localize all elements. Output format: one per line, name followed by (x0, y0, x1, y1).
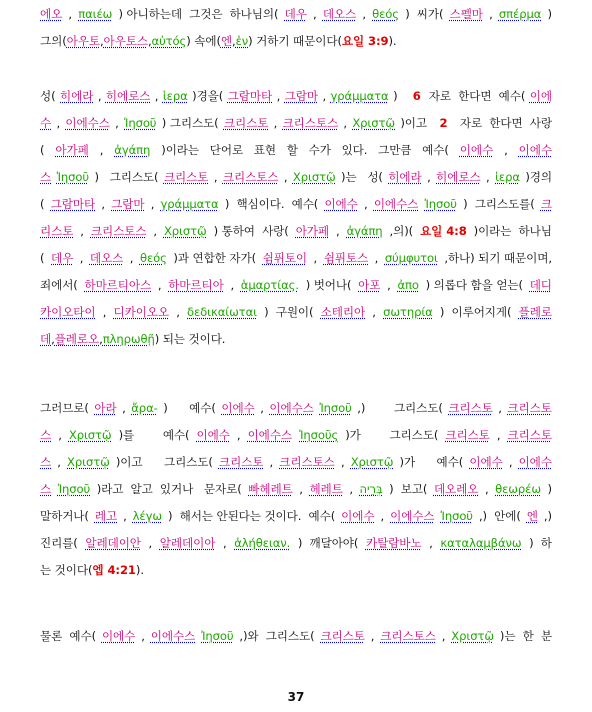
text-segment: , (51, 332, 55, 346)
transliteration: 아우토 (66, 34, 100, 48)
text-segment: , (222, 536, 227, 550)
text-segment: ( (40, 197, 45, 211)
transliteration: 데우 (284, 7, 307, 21)
text-segment: 자로 한다면 사랑 (452, 116, 552, 130)
transliteration: 이에수 (518, 455, 552, 469)
transliteration: 크리스토스 (279, 455, 335, 469)
transliteration: 그람마타 (50, 197, 96, 211)
text-segment: , (370, 629, 375, 643)
text-segment: , (150, 197, 155, 211)
greek-word: Χριστῷ (451, 629, 494, 643)
greek-word: Ἰησοῦ (319, 401, 352, 415)
text-segment: ) 거하기 때문이다( (248, 34, 342, 48)
text-segment: )라고 알고 있거나 문자로( (96, 482, 242, 496)
text-line (40, 304, 552, 331)
transliteration: 이에수 (324, 197, 358, 211)
text-segment: , (79, 251, 84, 265)
text-segment: , (102, 305, 107, 319)
text-segment: , (236, 428, 241, 442)
text-segment: ) (393, 89, 409, 103)
text-segment: , (123, 509, 127, 523)
transliteration: 히에로스 (105, 89, 151, 103)
greek-word: ἐν (235, 34, 249, 48)
text-segment: , (349, 482, 353, 496)
text-segment: )경의 (525, 170, 552, 184)
greek-word: Χριστῷ (352, 116, 395, 130)
greek-word: σπέρμα (498, 7, 542, 21)
text-segment: , (147, 34, 152, 48)
text-segment: ,) (543, 509, 552, 523)
text-segment: ). (135, 563, 144, 577)
text-segment: ) 그리스도( (161, 116, 219, 130)
greek-word: παιέω (78, 7, 113, 21)
text-segment: , (364, 197, 368, 211)
transliteration: 히에라 (60, 89, 94, 103)
text-segment: , (374, 251, 379, 265)
greek-word: σύμφυτοι (384, 251, 438, 265)
transliteration: 크리스토스 (282, 116, 339, 130)
text-segment: )경을( (192, 89, 224, 103)
greek-word: δεδικαίωται (187, 305, 257, 319)
transliteration: 크리스토 (218, 455, 264, 469)
text-segment: ) 핵심이다. 예수( (224, 197, 319, 211)
text-segment: 죄에서( (40, 278, 78, 292)
transliteration: 이에수스 (65, 116, 110, 130)
text-segment: ( (40, 143, 45, 157)
text-segment: ) 해서는 안된다는 것이다. 예수( (168, 509, 336, 523)
text-segment: , (362, 7, 366, 21)
text-segment: , (313, 251, 318, 265)
transliteration: 이에 (529, 89, 552, 103)
greek-word: Χριστῷ (163, 224, 207, 238)
text-segment: ) 의롭다 함을 얻는( (425, 278, 523, 292)
text-segment: , (269, 455, 274, 469)
text-segment: ) 속에( (186, 34, 221, 48)
greek-word: Ἰησοῦς (299, 428, 339, 442)
text-line (40, 115, 552, 142)
text-segment: , (68, 7, 72, 21)
greek-word: ἀπο (397, 278, 419, 292)
transliteration: 데디 (529, 278, 552, 292)
text-segment: )이라는 하나님 (473, 224, 552, 238)
text-segment: ) 되는 것이다. (154, 332, 226, 346)
text-segment: , (99, 332, 103, 346)
transliteration: 이에수 (518, 143, 552, 157)
transliteration: 크리스토 (507, 428, 552, 442)
transliteration: 이에수스 (269, 401, 314, 415)
text-segment: , (148, 536, 153, 550)
text-segment: )이라는 단어로 표현 할 수가 있다. 그만큼 예수( (161, 143, 449, 157)
text-segment: )가 그리스도( (345, 428, 439, 442)
transliteration: 스 (40, 482, 52, 496)
transliteration: 데우 (51, 251, 74, 265)
transliteration: 크리스토 (445, 428, 490, 442)
scripture-reference: 요일 3:9 (341, 34, 389, 48)
transliteration: 아가페 (55, 143, 89, 157)
text-segment: 는 것이다( (40, 563, 93, 577)
text-segment: ,) 안에( (478, 509, 521, 523)
transliteration: 크리스토스 (90, 224, 147, 238)
text-segment: , (176, 305, 180, 319)
text-segment: ) 깨달아야( (297, 536, 359, 550)
text-segment: , (299, 482, 303, 496)
text-segment: 진리를( (40, 536, 78, 550)
greek-word: γράμματα (160, 197, 219, 211)
text-segment: , (99, 143, 104, 157)
transliteration: 이에수스 (247, 428, 292, 442)
text-segment: , (115, 116, 119, 130)
transliteration: 이에수 (221, 401, 255, 415)
text-segment: , (380, 509, 385, 523)
transliteration: 아가페 (295, 224, 329, 238)
text-line (40, 88, 552, 115)
text-segment: ) 보고( (389, 482, 428, 496)
text-segment: , (273, 116, 278, 130)
text-segment: ,)와 그리스도( (239, 629, 315, 643)
text-segment: 그러므로( (40, 401, 89, 415)
transliteration: 플레로 (518, 305, 552, 319)
text-segment: ,하나) 되기 때문이며, (444, 251, 552, 265)
transliteration: 소테리아 (320, 305, 366, 319)
transliteration: 알레데이안 (85, 536, 141, 550)
greek-word: Ἰησοῦ (124, 116, 157, 130)
text-segment: ). (388, 34, 397, 48)
transliteration: 크리스토 (507, 401, 552, 415)
transliteration: 크리스토 (320, 629, 365, 643)
greek-word: σωτηρία (383, 305, 433, 319)
text-segment: , (343, 116, 347, 130)
transliteration: 빠헤레트 (248, 482, 293, 496)
transliteration: 이에수 (101, 629, 136, 643)
scripture-reference: 엡 4:21 (92, 563, 136, 577)
transliteration: 리스토 (40, 224, 74, 238)
greek-word: ἀλήθειαν. (234, 536, 291, 550)
text-segment: , (97, 89, 102, 103)
text-segment: , (387, 278, 391, 292)
greek-word: ἱερα (495, 170, 520, 184)
text-segment: ( (40, 251, 45, 265)
transliteration: 아포 (358, 278, 381, 292)
transliteration: 크 (540, 197, 552, 211)
transliteration: 이에수스 (150, 629, 196, 643)
greek-word: Χριστῷ (350, 455, 394, 469)
greek-word: αὐτός (151, 34, 187, 48)
text-segment: ) 그리스도( (94, 170, 159, 184)
text-line (40, 535, 552, 562)
text-line (40, 142, 552, 169)
text-line (40, 331, 552, 358)
text-segment: , (322, 89, 327, 103)
transliteration: 스펠마 (449, 7, 483, 21)
text-segment: 말하거나( (40, 509, 89, 523)
transliteration: 이에수스 (373, 197, 419, 211)
transliteration: 데 (40, 332, 52, 346)
transliteration: 이에수스 (390, 509, 435, 523)
greek-word: γράμματα (330, 89, 389, 103)
transliteration: 그람마 (111, 197, 145, 211)
transliteration: 스 (40, 170, 52, 184)
transliteration: 크리스토스 (222, 170, 279, 184)
text-segment: , (283, 170, 288, 184)
transliteration: 아우토스 (103, 34, 148, 48)
scripture-reference: 6 (412, 89, 421, 103)
greek-word: θεός (372, 7, 399, 21)
text-segment: , (141, 629, 145, 643)
transliteration: 이에수 (341, 509, 375, 523)
text-segment: )이고 (400, 116, 435, 130)
greek-word: Ἰησοῦ (424, 197, 457, 211)
text-segment: , (122, 401, 126, 415)
text-line (40, 562, 552, 589)
text-segment: , (496, 428, 501, 442)
text-segment: ) 이루어지게( (439, 305, 512, 319)
greek-word: ἀγάπη (114, 143, 151, 157)
text-segment: , (489, 7, 493, 21)
transliteration: 스 (40, 455, 52, 469)
text-segment: )는 한 분 (499, 629, 552, 643)
text-segment: , (276, 89, 281, 103)
greek-word: ἁμαρτίας. (240, 278, 299, 292)
transliteration: 스 (40, 428, 52, 442)
text-segment: , (58, 428, 62, 442)
text-segment: , (427, 170, 431, 184)
transliteration: 알레데이아 (159, 536, 216, 550)
text-segment: )는 성( (341, 170, 383, 184)
text-segment: , (508, 455, 513, 469)
text-segment: 자로 한다면 예수( (425, 89, 526, 103)
text-segment: , (313, 7, 317, 21)
greek-word: Χριστῷ (67, 455, 110, 469)
transliteration: 데오레오 (433, 482, 479, 496)
text-line (40, 277, 552, 304)
greek-word: Ἰησοῦ (440, 509, 473, 523)
transliteration: 디카이오오 (113, 305, 169, 319)
text-segment: , (429, 536, 433, 550)
text-segment: 성( (40, 89, 56, 103)
text-segment: , (129, 251, 134, 265)
transliteration: 데오스 (89, 251, 124, 265)
text-segment: , (486, 170, 490, 184)
transliteration: 쉼퓌토이 (262, 251, 307, 265)
transliteration: 엔 (220, 34, 233, 48)
text-segment: , (153, 224, 157, 238)
text-segment: ,) 그리스도( (357, 401, 443, 415)
text-line (40, 481, 552, 508)
text-segment: 그의( (40, 34, 67, 48)
text-segment: , (260, 401, 264, 415)
text-segment: ) 통하여 사랑( (213, 224, 289, 238)
text-segment: , (56, 116, 61, 130)
text-line (40, 223, 552, 250)
transliteration: 쉼퓌토스 (323, 251, 369, 265)
text-segment: , (57, 455, 61, 469)
text-segment: , (80, 224, 84, 238)
text-line (40, 508, 552, 535)
text-line (40, 427, 552, 454)
text-line (40, 33, 552, 60)
text-line (40, 6, 552, 33)
text-segment: , (157, 278, 162, 292)
greek-word: πληρωθῇ (102, 332, 155, 346)
text-segment: , (340, 455, 345, 469)
transliteration: 히에로스 (436, 170, 481, 184)
transliteration: 하마르티아 (168, 278, 224, 292)
paragraph (40, 628, 552, 655)
text-segment: )를 예수( (118, 428, 190, 442)
greek-word: Ἰησοῦ (56, 170, 89, 184)
greek-word: ἀγάπη (346, 224, 383, 238)
greek-word: Χριστῷ (292, 170, 336, 184)
text-segment: ) 하 (529, 536, 552, 550)
text-line (40, 196, 552, 223)
greek-word: בְּרֵיה (359, 482, 383, 496)
greek-word: θεωρέω (495, 482, 541, 496)
text-segment: , (99, 34, 104, 48)
text-segment: ) 구원이( (264, 305, 314, 319)
text-segment: ) 씨가( (405, 7, 444, 21)
text-segment: , (372, 305, 376, 319)
transliteration: 히에라 (388, 170, 422, 184)
text-segment: ) 벗어나( (305, 278, 352, 292)
text-segment: )이고 그리스도( (115, 455, 213, 469)
text-segment: , (335, 224, 340, 238)
greek-word: καταλαμβάνω (440, 536, 522, 550)
text-segment: , (441, 629, 446, 643)
transliteration: 레고 (94, 509, 118, 523)
text-segment: , (504, 143, 508, 157)
transliteration: 수 (40, 116, 52, 130)
transliteration: 헤레트 (309, 482, 343, 496)
transliteration: 엔 (526, 509, 538, 523)
transliteration: 카이오타이 (40, 305, 96, 319)
text-segment: )과 연합한 자가( (173, 251, 256, 265)
transliteration: 크리스토 (448, 401, 493, 415)
scripture-reference: 요일 4:8 (420, 224, 467, 238)
text-line (40, 169, 552, 196)
greek-word: Ἰησοῦ (57, 482, 91, 496)
transliteration: 크리스토스 (380, 629, 436, 643)
transliteration: 아라 (94, 401, 117, 415)
paragraph (40, 88, 552, 358)
transliteration: 크리스토 (163, 170, 209, 184)
text-segment: , (101, 197, 105, 211)
paragraph (40, 400, 552, 589)
text-line (40, 454, 552, 481)
transliteration: 이에수 (459, 143, 494, 157)
text-segment: ) 예수( (163, 401, 216, 415)
transliteration: 그람마타 (227, 89, 273, 103)
text-segment: ) (547, 7, 552, 21)
text-segment: 물론 예수( (40, 629, 96, 643)
text-segment: ) 아니하는데 그것은 하나님의( (118, 7, 279, 21)
transliteration: 데오스 (322, 7, 357, 21)
text-line (40, 250, 552, 277)
scripture-reference: 2 (439, 116, 448, 130)
page-number: 37 (287, 690, 305, 704)
text-segment: ) (547, 482, 552, 496)
text-segment: , (154, 89, 159, 103)
greek-word: Ἰησοῦ (201, 629, 234, 643)
text-segment: , (232, 34, 236, 48)
greek-word: θεός (139, 251, 167, 265)
text-segment: ) 그리스도를( (463, 197, 535, 211)
text-line (40, 400, 552, 427)
transliteration: 그람마 (284, 89, 318, 103)
text-segment: , (230, 278, 235, 292)
transliteration: 에오 (40, 7, 63, 21)
text-segment: ,의)( (389, 224, 414, 238)
text-segment: , (213, 170, 218, 184)
greek-word: Χριστῷ (68, 428, 112, 442)
greek-word: λέγω (132, 509, 162, 523)
text-segment: , (498, 401, 502, 415)
greek-word: ἄρα- (131, 401, 158, 415)
paragraph (40, 6, 552, 60)
transliteration: 카탈람바노 (365, 536, 422, 550)
text-segment: , (484, 482, 489, 496)
transliteration: 플레로오 (54, 332, 100, 346)
transliteration: 하마르티아스 (84, 278, 152, 292)
greek-word: ἱερα (162, 89, 188, 103)
transliteration: 이에수 (196, 428, 230, 442)
transliteration: 크리스토 (223, 116, 269, 130)
text-segment: )가 예수( (399, 455, 464, 469)
transliteration: 이에수 (469, 455, 503, 469)
text-line (40, 628, 552, 655)
